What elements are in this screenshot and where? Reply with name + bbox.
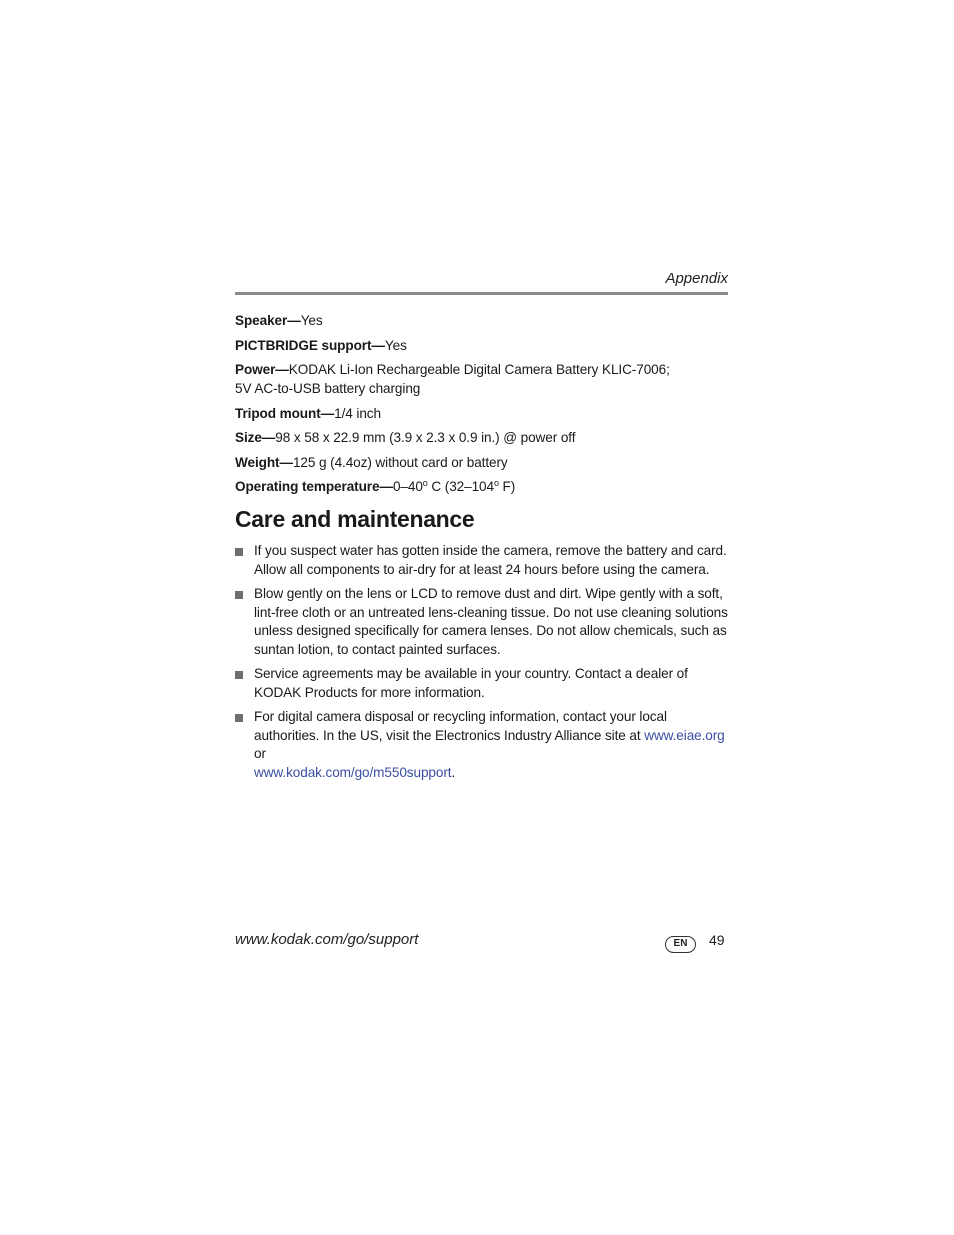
specifications-list — [235, 311, 728, 502]
spec-label: Operating temperature— — [235, 479, 393, 494]
header-rule — [235, 292, 728, 295]
bullet-text: For digital camera disposal or recycling information, contact your local authorities. In the US, visit the Electronics Industry Alliance site at — [254, 709, 667, 743]
bullet-text: . — [451, 764, 456, 780]
list-item — [235, 708, 730, 782]
bullet-text: Blow gently on the lens or LCD to remove dust and dirt. Wipe gently with a soft, lint-free cloth or an untreated lens-cleaning tissue. Do not use cleaning solutions unless designed specifically for camera lenses. Do not allow chemicals, such as suntan lotion, to contact painted surfaces. — [254, 586, 728, 657]
spec-label: Tripod mount— — [235, 405, 335, 421]
spec-weight — [235, 453, 728, 472]
running-head: Appendix — [665, 270, 728, 287]
footer-url: www.kodak.com/go/support — [235, 931, 419, 948]
spec-value: 1/4 inch — [334, 405, 381, 421]
degree-mark: o — [493, 478, 499, 488]
spec-label: Speaker— — [235, 313, 301, 328]
bullet-text: or — [254, 746, 266, 761]
m550-support-link[interactable]: www.kodak.com/go/m550support — [254, 764, 452, 780]
page-number: 49 — [709, 932, 725, 948]
square-bullet-icon — [235, 714, 243, 722]
section-title: Care and maintenance — [235, 506, 475, 532]
spec-value: F) — [498, 479, 516, 494]
spec-label: PICTBRIDGE support— — [235, 337, 385, 353]
list-item — [235, 542, 730, 579]
spec-tripod-mount — [235, 404, 728, 423]
care-bullet-list — [235, 542, 730, 788]
spec-operating-temperature — [235, 477, 728, 496]
spec-value: KODAK Li-Ion Rechargeable Digital Camera Battery KLIC-7006; 5V AC-to-USB battery charging — [235, 362, 670, 396]
spec-size — [235, 428, 728, 447]
language-badge: EN — [665, 936, 696, 953]
spec-value: 125 g (4.4oz) without card or battery — [292, 454, 508, 470]
spec-speaker — [235, 311, 728, 330]
spec-value: C (32–104 — [427, 479, 494, 494]
bullet-text: Service agreements may be available in your country. Contact a dealer of KODAK Products for more information. — [254, 666, 688, 700]
list-item — [235, 665, 730, 702]
spec-label: Power— — [235, 362, 289, 377]
bullet-text: If you suspect water has gotten inside the camera, remove the battery and card. Allow all components to air-dry for at least 24 hours before using the camera. — [254, 543, 727, 577]
spec-power — [235, 360, 685, 398]
spec-value: Yes — [384, 337, 407, 353]
square-bullet-icon — [235, 548, 243, 556]
spec-pictbridge — [235, 336, 728, 355]
spec-label: Size— — [235, 430, 276, 445]
spec-label: Weight— — [235, 454, 293, 470]
list-item — [235, 585, 730, 659]
spec-value: Yes — [300, 313, 323, 328]
square-bullet-icon — [235, 591, 243, 599]
spec-value: 98 x 58 x 22.9 mm (3.9 x 2.3 x 0.9 in.) @ power off — [275, 430, 576, 445]
spec-value: 0–40 — [392, 479, 423, 494]
eiae-link[interactable]: www.eiae.org — [644, 727, 725, 743]
degree-mark: o — [422, 478, 428, 488]
square-bullet-icon — [235, 671, 243, 679]
